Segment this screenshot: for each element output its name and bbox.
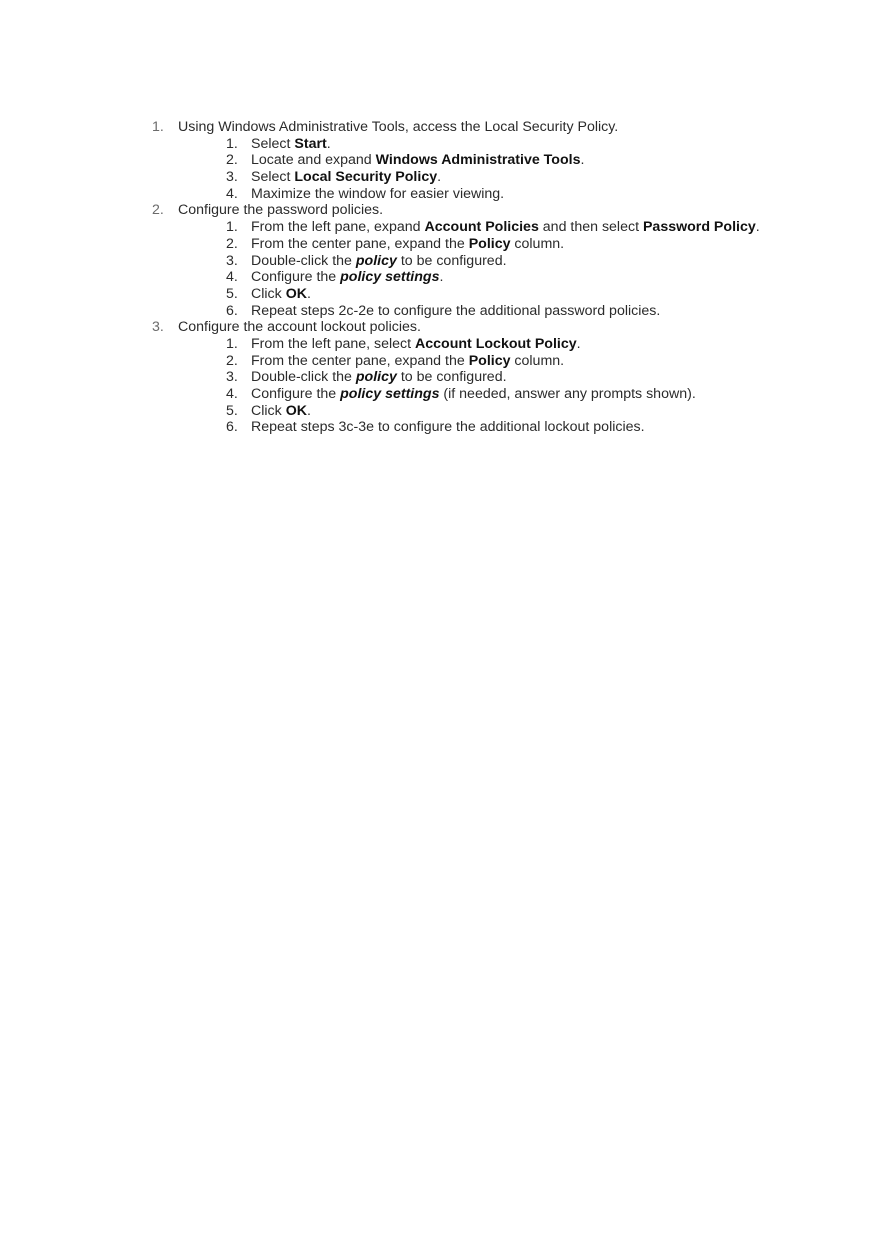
step-text: Click OK. bbox=[251, 285, 311, 302]
step-number: 4. bbox=[226, 386, 238, 402]
step-text: Repeat steps 3c-3e to configure the additional lockout policies. bbox=[251, 419, 645, 436]
step-text: Click OK. bbox=[251, 402, 311, 419]
step-number: 6. bbox=[226, 302, 238, 319]
step-number: 2. bbox=[226, 352, 238, 369]
step-number: 4. bbox=[226, 185, 238, 202]
section-number: 2. bbox=[152, 202, 164, 219]
step-text: Locate and expand Windows Administrative Tools. bbox=[251, 152, 585, 169]
step-text: Select Start. bbox=[251, 135, 331, 152]
step-text: From the left pane, expand Account Policies and then select Password Policy. bbox=[251, 219, 760, 236]
step-text: From the center pane, expand the Policy column. bbox=[251, 235, 565, 252]
step-number: 4. bbox=[226, 269, 238, 286]
step-number: 3. bbox=[226, 369, 238, 386]
step-number: 1. bbox=[226, 335, 238, 352]
section-text: Configure the account lockout policies. bbox=[178, 319, 421, 336]
step-text: Configure the policy settings (if needed, answer any prompts shown). bbox=[251, 386, 696, 402]
step-text: Double-click the policy to be configured. bbox=[251, 252, 507, 269]
section-text: Using Windows Administrative Tools, access the Local Security Policy. bbox=[178, 119, 619, 135]
step-text: Maximize the window for easier viewing. bbox=[251, 185, 505, 202]
step-number: 3. bbox=[226, 169, 238, 186]
step-number: 1. bbox=[226, 219, 238, 236]
step-text: Repeat steps 2c-2e to configure the additional password policies. bbox=[251, 302, 661, 319]
step-number: 3. bbox=[226, 252, 238, 269]
step-text: From the left pane, select Account Lockout Policy. bbox=[251, 335, 581, 352]
step-number: 1. bbox=[226, 135, 238, 152]
step-text: Double-click the policy to be configured. bbox=[251, 369, 507, 386]
section-text: Configure the password policies. bbox=[178, 202, 384, 219]
step-number: 5. bbox=[226, 402, 238, 419]
section-number: 1. bbox=[152, 119, 164, 135]
step-text: From the center pane, expand the Policy column. bbox=[251, 352, 565, 369]
section-number: 3. bbox=[152, 319, 164, 336]
step-text: Configure the policy settings. bbox=[251, 269, 444, 286]
step-number: 2. bbox=[226, 152, 238, 169]
step-text: Select Local Security Policy. bbox=[251, 169, 442, 186]
step-number: 6. bbox=[226, 419, 238, 436]
step-number: 5. bbox=[226, 285, 238, 302]
step-number: 2. bbox=[226, 235, 238, 252]
